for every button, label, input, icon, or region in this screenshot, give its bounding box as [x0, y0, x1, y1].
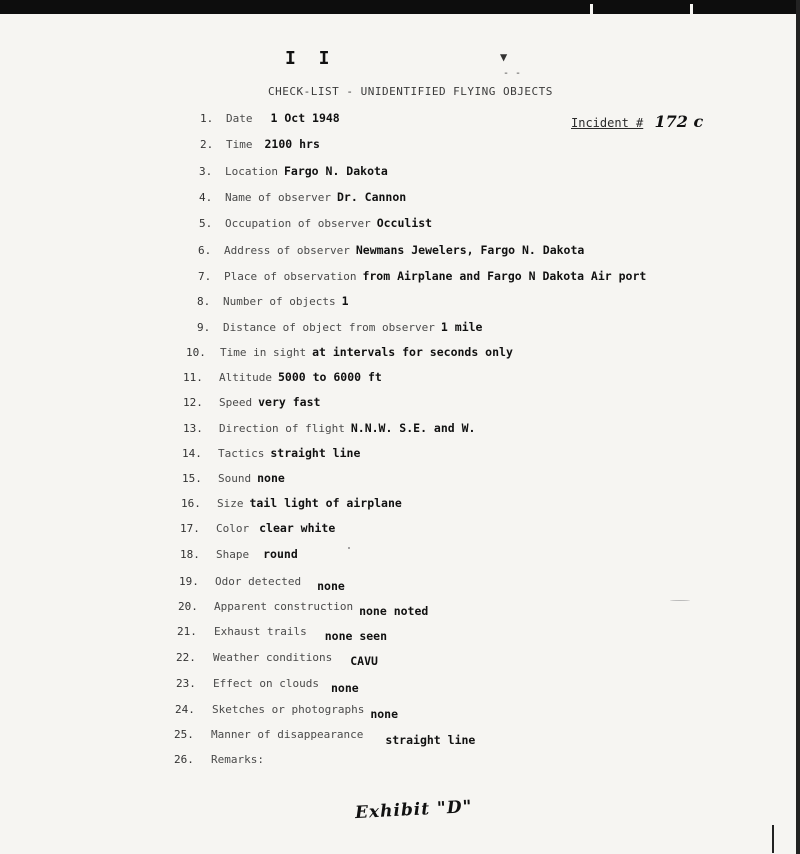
item-number: 6. — [198, 244, 212, 257]
item-answer: 1 Oct 1948 — [270, 111, 340, 125]
item-number: 8. — [197, 295, 211, 308]
scan-speck — [348, 547, 350, 549]
checklist-item — [180, 521, 335, 535]
scan-notch — [690, 4, 693, 14]
item-answer: none — [370, 707, 399, 721]
item-question: Number of objects — [223, 295, 336, 308]
checklist-item — [199, 216, 432, 230]
scan-mark — [772, 825, 774, 853]
item-answer: clear white — [259, 521, 336, 535]
item-answer: 1 mile — [440, 320, 483, 334]
item-number: 3. — [199, 165, 213, 178]
item-question: Shape — [216, 548, 250, 561]
item-question: Size — [217, 497, 244, 510]
item-answer: from Airplane and Fargo N Dakota Air port — [362, 269, 647, 283]
item-answer: Occulist — [376, 216, 433, 230]
item-number: 1. — [200, 112, 214, 125]
item-question: Occupation of observer — [225, 217, 371, 230]
item-question: Weather conditions — [213, 651, 333, 664]
exhibit-label: Exhibit "D" — [354, 796, 473, 824]
item-number: 14. — [182, 447, 202, 460]
item-answer: very fast — [258, 395, 321, 409]
item-question: Direction of flight — [219, 422, 345, 435]
item-answer: none — [257, 471, 285, 485]
item-question: Address of observer — [224, 244, 350, 257]
item-question: Name of observer — [225, 191, 331, 204]
item-number: 2. — [200, 138, 214, 151]
item-number: 26. — [174, 753, 194, 766]
checklist-item — [176, 650, 378, 668]
item-answer: 2100 hrs — [264, 137, 320, 151]
item-number: 7. — [198, 270, 212, 283]
item-number: 17. — [180, 522, 200, 535]
item-number: 12. — [183, 396, 203, 409]
item-answer: at intervals for seconds only — [312, 345, 513, 359]
item-answer: none — [317, 579, 345, 593]
item-question: Distance of object from observer — [223, 321, 435, 334]
item-number: 22. — [176, 651, 196, 664]
item-answer: 1 — [341, 294, 349, 308]
item-answer: Dr. Cannon — [336, 190, 407, 204]
checklist-item — [198, 269, 646, 283]
incident-label: Incident # — [571, 116, 644, 130]
item-question: Manner of disappearance — [211, 728, 364, 741]
scan-right-edge — [796, 0, 800, 854]
checklist-item — [174, 727, 476, 747]
item-answer: tail light of airplane — [249, 496, 402, 510]
item-answer: 5000 to 6000 ft — [277, 370, 382, 384]
item-answer: none seen — [324, 629, 388, 643]
item-number: 25. — [174, 728, 194, 741]
item-number: 24. — [175, 703, 195, 716]
item-number: 23. — [176, 677, 196, 690]
item-number: 5. — [199, 217, 213, 230]
checklist-item — [186, 345, 513, 359]
item-number: 11. — [183, 371, 203, 384]
checklist-item — [199, 190, 406, 204]
header-dash-mark: - - — [503, 68, 522, 79]
item-question: Time in sight — [220, 346, 307, 359]
checklist-item — [200, 137, 320, 151]
incident-value: 172 c — [654, 112, 704, 131]
item-answer: straight line — [385, 733, 476, 747]
item-answer: none noted — [359, 604, 429, 618]
checklist-item — [200, 111, 340, 125]
checklist-item — [183, 421, 475, 435]
item-number: 15. — [182, 472, 202, 485]
checklist-item — [183, 370, 382, 384]
checklist-item — [182, 471, 285, 485]
item-question: Sketches or photographs — [212, 703, 365, 716]
scan-speck — [670, 600, 690, 601]
item-question: Odor detected — [215, 575, 302, 588]
item-question: Exhaust trails — [214, 625, 307, 638]
item-question: Effect on clouds — [213, 677, 319, 690]
checklist-item — [199, 164, 388, 178]
item-question: Sound — [218, 472, 252, 485]
item-number: 18. — [180, 548, 200, 561]
checklist-item — [179, 574, 345, 593]
item-question: Place of observation — [224, 270, 357, 283]
scan-top-border — [0, 0, 800, 14]
checklist-item — [182, 446, 360, 460]
item-number: 10. — [186, 346, 206, 359]
item-question: Remarks: — [211, 753, 264, 766]
checklist-item — [183, 395, 320, 409]
header-marks: I I — [285, 48, 336, 69]
scan-notch — [590, 4, 593, 14]
item-answer: CAVU — [350, 654, 378, 668]
item-question: Altitude — [219, 371, 272, 384]
item-number: 9. — [197, 321, 211, 334]
checklist-item — [175, 702, 399, 721]
item-number: 20. — [178, 600, 198, 613]
document-title: CHECK-LIST - UNIDENTIFIED FLYING OBJECTS — [268, 85, 553, 98]
item-number: 4. — [199, 191, 213, 204]
checklist-item — [198, 243, 584, 257]
item-question: Apparent construction — [214, 600, 354, 613]
checklist-item — [174, 752, 270, 766]
item-question: Color — [216, 522, 250, 535]
incident-number — [571, 112, 703, 131]
checklist-item — [176, 676, 359, 695]
item-answer: none — [330, 681, 359, 695]
item-answer: straight line — [270, 446, 361, 460]
checklist-item — [197, 320, 482, 334]
item-number: 13. — [183, 422, 203, 435]
checklist-item — [197, 294, 349, 308]
item-answer: N.N.W. S.E. and W. — [350, 421, 476, 435]
checklist-item — [181, 496, 402, 510]
checklist-item — [180, 547, 298, 561]
item-number: 21. — [177, 625, 197, 638]
item-answer: round — [263, 547, 298, 561]
item-number: 19. — [179, 575, 199, 588]
item-answer: Newmans Jewelers, Fargo N. Dakota — [355, 243, 585, 257]
checklist-item — [178, 599, 429, 618]
checklist-item — [177, 624, 388, 643]
item-question: Time — [226, 138, 253, 151]
item-question: Date — [226, 112, 253, 125]
item-question: Tactics — [218, 447, 265, 460]
item-question: Location — [225, 165, 278, 178]
item-number: 16. — [181, 497, 201, 510]
item-question: Speed — [219, 396, 253, 409]
header-dash-mark: ▼ — [500, 50, 508, 64]
item-answer: Fargo N. Dakota — [283, 164, 388, 178]
